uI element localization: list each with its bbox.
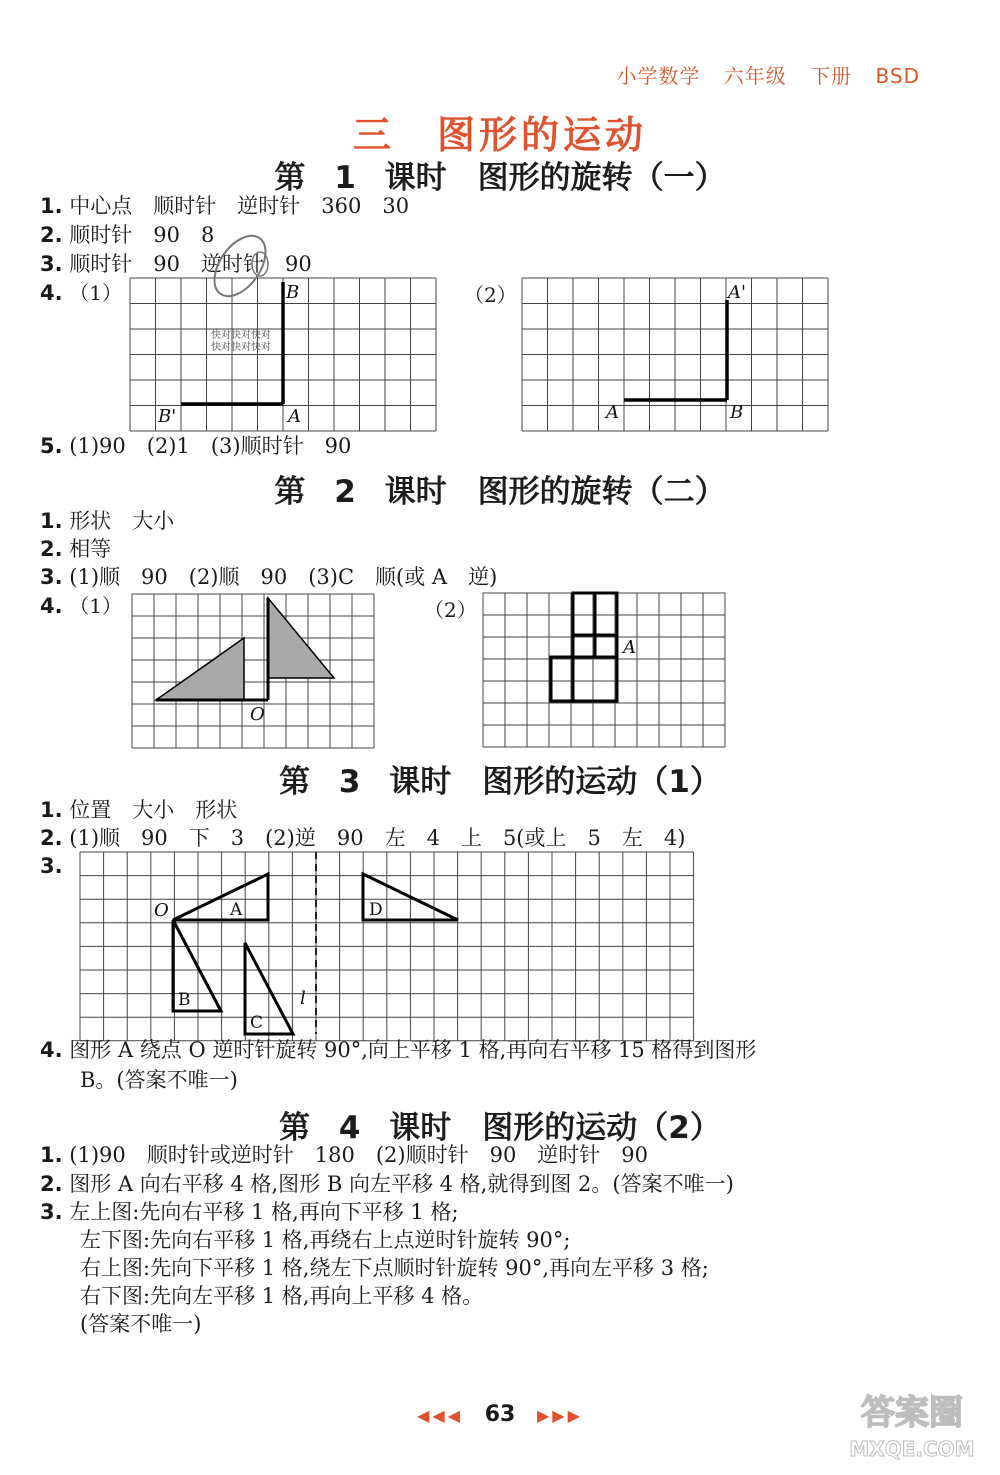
- l1-q5: 5. (1)90 (2)1 (3)顺时针 90: [40, 434, 352, 458]
- label-a: A: [606, 402, 619, 423]
- stamp-line-1: 快对快对快对: [211, 330, 271, 341]
- l2-q3: 3. (1)顺 90 (2)顺 90 (3)C 顺(或 A 逆): [40, 565, 498, 589]
- l1-q2: 2. 顺时针 90 8: [40, 223, 215, 247]
- grid-l2-q4-1: [132, 594, 382, 746]
- stamp-line-2: 快对快对快对: [211, 342, 271, 353]
- prev-arrows-icon: ◀◀◀: [417, 1406, 464, 1425]
- l2-q4-part2-label: （2）: [424, 598, 477, 622]
- lesson-3-title: 第 3 课时 图形的运动（1）: [279, 764, 721, 800]
- label-b: B: [286, 282, 300, 303]
- l3-q3-label: 3.: [40, 854, 63, 878]
- svg-text:答案圈: 答案圈: [861, 1393, 963, 1433]
- label-a: A: [288, 406, 301, 427]
- label-d: D: [369, 900, 383, 920]
- l4-q3-line3: 右上图:先向下平移 1 格,绕左下点顺时针旋转 90°,再向左平移 3 格;: [80, 1256, 709, 1280]
- chapter-title: 三 图形的运动: [352, 113, 647, 157]
- l4-q3: 3. 左上图:先向右平移 1 格,再向下平移 1 格;: [40, 1200, 459, 1224]
- l3-q4-cont: B。(答案不唯一): [80, 1068, 238, 1092]
- grid-l1-q4-2: [522, 278, 830, 430]
- l1-q4-label: 4. （1）: [40, 281, 123, 305]
- label-l: l: [300, 988, 306, 1009]
- stamp: [205, 236, 295, 356]
- watermark-logo: [832, 1384, 992, 1464]
- l1-q1: 1. 中心点 顺时针 逆时针 360 30: [40, 194, 410, 218]
- l4-q3-line4: 右下图:先向左平移 1 格,再向上平移 4 格。: [80, 1284, 484, 1308]
- l3-q1: 1. 位置 大小 形状: [40, 798, 238, 822]
- lesson-1-title: 第 1 课时 图形的旋转（一）: [274, 160, 726, 196]
- label-o: O: [250, 704, 265, 725]
- l2-q1: 1. 形状 大小: [40, 509, 175, 533]
- l1-q3: 3. 顺时针 90 逆时针 90: [40, 252, 312, 276]
- label-a: A: [623, 637, 636, 658]
- label-c: C: [250, 1013, 264, 1033]
- l4-q2: 2. 图形 A 向右平移 4 格,图形 B 向左平移 4 格,就得到图 2。(答案不唯一): [40, 1172, 734, 1196]
- l2-q4-label: 4. （1）: [40, 594, 123, 618]
- page-header: 小学数学 六年级 下册 BSD: [616, 64, 920, 88]
- lesson-2-title: 第 2 课时 图形的旋转（二）: [274, 474, 726, 510]
- grid-l2-q4-2: [483, 593, 729, 747]
- label-o: O: [154, 900, 169, 921]
- label-a: A: [230, 900, 243, 920]
- l4-q1: 1. (1)90 顺时针或逆时针 180 (2)顺时针 90 逆时针 90: [40, 1143, 649, 1167]
- l1-q4-part2-label: （2）: [464, 283, 517, 307]
- svg-text:MXQE.COM: MXQE.COM: [849, 1437, 975, 1461]
- l2-q2: 2. 相等: [40, 537, 112, 561]
- l3-q2: 2. (1)顺 90 下 3 (2)逆 90 左 4 上 5(或上 5 左 4): [40, 826, 686, 850]
- next-arrows-icon: ▶▶▶: [536, 1406, 583, 1425]
- lesson-4-title: 第 4 课时 图形的运动（2）: [279, 1110, 721, 1146]
- label-a-prime: A': [728, 282, 746, 303]
- label-b-prime: B': [158, 406, 177, 427]
- grid-l3-q3: [80, 852, 694, 1036]
- l4-q3-line2: 左下图:先向右平移 1 格,再绕右上点逆时针旋转 90°;: [80, 1228, 571, 1252]
- label-b: B: [730, 402, 744, 423]
- l3-q4: 4. 图形 A 绕点 O 逆时针旋转 90°,向上平移 1 格,再向右平移 15 格得到图形: [40, 1038, 757, 1062]
- l4-q3-note: (答案不唯一): [80, 1312, 202, 1336]
- label-b: B: [178, 990, 191, 1010]
- page-number: 63: [484, 1402, 516, 1427]
